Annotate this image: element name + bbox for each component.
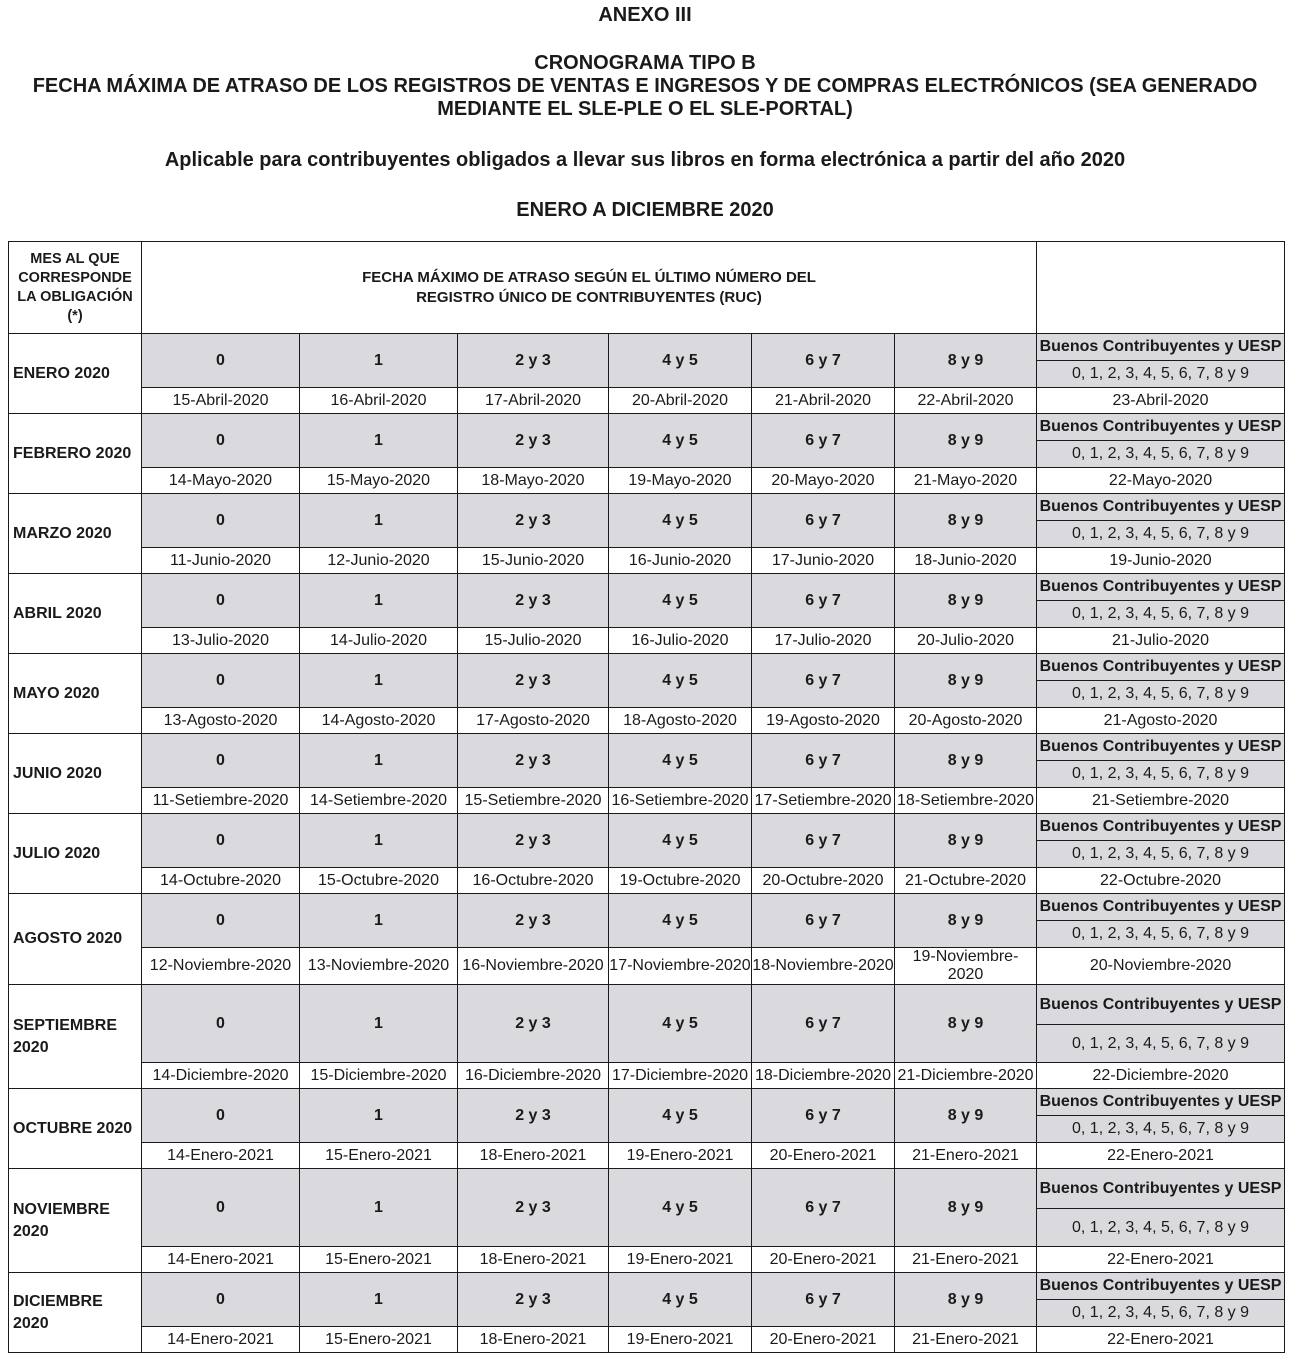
buenos-contribuyentes-title: Buenos Contribuyentes y UESP [1037, 894, 1285, 921]
ruc-digit-cell: 2 y 3 [458, 1169, 609, 1247]
due-date-cell: 14-Enero-2021 [142, 1247, 300, 1273]
ruc-digit-cell: 6 y 7 [752, 1273, 895, 1327]
ruc-digit-cell: 2 y 3 [458, 334, 609, 388]
schedule-table [8, 241, 1285, 1353]
due-date-cell: 20-Octubre-2020 [752, 868, 895, 894]
ruc-digit-cell: 8 y 9 [895, 1169, 1037, 1247]
due-date-cell: 15-Enero-2021 [300, 1247, 458, 1273]
month-label-line-1: JUNIO 2020 [13, 764, 102, 782]
due-date-cell: 16-Julio-2020 [609, 628, 752, 654]
due-date-cell: 17-Setiembre-2020 [752, 788, 895, 814]
annex-title: ANEXO III [598, 4, 692, 26]
ruc-digit-cell: 4 y 5 [609, 1273, 752, 1327]
table-row [9, 548, 1285, 574]
table-row [9, 1247, 1285, 1273]
due-date-cell: 19-Enero-2021 [609, 1143, 752, 1169]
month-label-line-1: MAYO 2020 [13, 684, 100, 702]
ruc-digit-cell: 2 y 3 [458, 1089, 609, 1143]
ruc-digit-cell: 8 y 9 [895, 734, 1037, 788]
header-month-line-1: MES AL QUE [30, 250, 120, 267]
header-date-line-2: REGISTRO ÚNICO DE CONTRIBUYENTES (RUC) [416, 288, 762, 306]
due-date-cell: 22-Enero-2021 [1037, 1247, 1285, 1273]
ruc-digit-cell: 4 y 5 [609, 734, 752, 788]
due-date-cell: 21-Agosto-2020 [1037, 708, 1285, 734]
ruc-digit-cell: 1 [300, 1169, 458, 1247]
table-row [9, 414, 1285, 441]
ruc-digit-cell: 4 y 5 [609, 1169, 752, 1247]
month-label-line-2: 2020 [13, 1222, 49, 1240]
buenos-contribuyentes-digits: 0, 1, 2, 3, 4, 5, 6, 7, 8 y 9 [1037, 921, 1285, 948]
buenos-contribuyentes-digits: 0, 1, 2, 3, 4, 5, 6, 7, 8 y 9 [1037, 1025, 1285, 1063]
ruc-digit-cell: 2 y 3 [458, 574, 609, 628]
buenos-contribuyentes-title: Buenos Contribuyentes y UESP [1037, 1169, 1285, 1209]
due-date-cell: 15-Junio-2020 [458, 548, 609, 574]
ruc-digit-cell: 6 y 7 [752, 1169, 895, 1247]
ruc-digit-cell: 0 [142, 1169, 300, 1247]
month-label-line-1: SEPTIEMBRE [13, 1016, 118, 1034]
ruc-digit-cell: 0 [142, 574, 300, 628]
buenos-contribuyentes-title: Buenos Contribuyentes y UESP [1037, 814, 1285, 841]
due-date-cell: 17-Noviembre-2020 [609, 948, 752, 985]
table-row [9, 1169, 1285, 1209]
due-date-cell: 19-Noviembre-2020 [895, 948, 1037, 985]
due-date-cell: 16-Abril-2020 [300, 388, 458, 414]
ruc-digit-cell: 8 y 9 [895, 414, 1037, 468]
buenos-contribuyentes-title: Buenos Contribuyentes y UESP [1037, 334, 1285, 361]
due-date-cell: 22-Octubre-2020 [1037, 868, 1285, 894]
ruc-digit-cell: 8 y 9 [895, 334, 1037, 388]
due-date-cell: 20-Abril-2020 [609, 388, 752, 414]
due-date-cell: 22-Diciembre-2020 [1037, 1063, 1285, 1089]
due-date-cell: 15-Octubre-2020 [300, 868, 458, 894]
ruc-digit-cell: 4 y 5 [609, 334, 752, 388]
due-date-cell: 19-Enero-2021 [609, 1247, 752, 1273]
header-month-line-2: CORRESPONDE [18, 269, 132, 286]
ruc-digit-cell: 0 [142, 414, 300, 468]
table-row [9, 1063, 1285, 1089]
due-date-cell: 20-Enero-2021 [752, 1327, 895, 1353]
due-date-cell: 21-Enero-2021 [895, 1327, 1037, 1353]
ruc-digit-cell: 2 y 3 [458, 734, 609, 788]
ruc-digit-cell: 1 [300, 734, 458, 788]
due-date-cell: 21-Mayo-2020 [895, 468, 1037, 494]
ruc-digit-cell: 6 y 7 [752, 574, 895, 628]
due-date-cell: 16-Diciembre-2020 [458, 1063, 609, 1089]
ruc-digit-cell: 6 y 7 [752, 1089, 895, 1143]
ruc-digit-cell: 2 y 3 [458, 414, 609, 468]
ruc-digit-cell: 2 y 3 [458, 814, 609, 868]
month-cell [9, 574, 142, 654]
due-date-cell: 19-Junio-2020 [1037, 548, 1285, 574]
ruc-digit-cell: 6 y 7 [752, 494, 895, 548]
buenos-contribuyentes-digits: 0, 1, 2, 3, 4, 5, 6, 7, 8 y 9 [1037, 521, 1285, 548]
buenos-contribuyentes-title: Buenos Contribuyentes y UESP [1037, 574, 1285, 601]
ruc-digit-cell: 0 [142, 985, 300, 1063]
ruc-digit-cell: 8 y 9 [895, 894, 1037, 948]
ruc-digit-cell: 2 y 3 [458, 985, 609, 1063]
month-label-line-1: FEBRERO 2020 [13, 444, 132, 462]
due-date-cell: 14-Diciembre-2020 [142, 1063, 300, 1089]
header-empty-cell [1037, 242, 1285, 334]
ruc-digit-cell: 0 [142, 494, 300, 548]
due-date-cell: 17-Junio-2020 [752, 548, 895, 574]
due-date-cell: 18-Enero-2021 [458, 1327, 609, 1353]
buenos-contribuyentes-digits: 0, 1, 2, 3, 4, 5, 6, 7, 8 y 9 [1037, 761, 1285, 788]
ruc-digit-cell: 2 y 3 [458, 654, 609, 708]
table-row [9, 654, 1285, 681]
due-date-cell: 22-Enero-2021 [1037, 1327, 1285, 1353]
applicability-note: Aplicable para contribuyentes obligados a llevar sus libros en forma electrónica a partir del año 2020 [164, 149, 1126, 171]
month-label-line-1: NOVIEMBRE [13, 1200, 110, 1218]
month-label-line-1: AGOSTO 2020 [13, 930, 123, 947]
due-date-cell: 15-Abril-2020 [142, 388, 300, 414]
ruc-digit-cell: 8 y 9 [895, 814, 1037, 868]
month-label-line-1: DICIEMBRE 2020 [13, 1292, 103, 1332]
ruc-digit-cell: 1 [300, 414, 458, 468]
due-date-cell: 15-Enero-2021 [300, 1143, 458, 1169]
ruc-digit-cell: 6 y 7 [752, 414, 895, 468]
ruc-digit-cell: 6 y 7 [752, 654, 895, 708]
month-label-line-1: MARZO 2020 [13, 524, 112, 542]
buenos-contribuyentes-digits: 0, 1, 2, 3, 4, 5, 6, 7, 8 y 9 [1037, 681, 1285, 708]
buenos-contribuyentes-digits: 0, 1, 2, 3, 4, 5, 6, 7, 8 y 9 [1037, 1300, 1285, 1327]
due-date-cell: 18-Noviembre-2020 [752, 948, 895, 985]
ruc-digit-cell: 0 [142, 894, 300, 948]
buenos-contribuyentes-title: Buenos Contribuyentes y UESP [1037, 1273, 1285, 1300]
month-label-line-2: 2020 [13, 1038, 49, 1056]
month-cell [9, 334, 142, 414]
ruc-digit-cell: 4 y 5 [609, 985, 752, 1063]
buenos-contribuyentes-digits: 0, 1, 2, 3, 4, 5, 6, 7, 8 y 9 [1037, 1116, 1285, 1143]
schedule-title-line-1: CRONOGRAMA TIPO B [534, 52, 756, 74]
due-date-cell: 14-Enero-2021 [142, 1143, 300, 1169]
header-month-column [9, 242, 142, 334]
ruc-digit-cell: 1 [300, 1089, 458, 1143]
ruc-digit-cell: 2 y 3 [458, 494, 609, 548]
due-date-cell: 16-Junio-2020 [609, 548, 752, 574]
ruc-digit-cell: 2 y 3 [458, 1273, 609, 1327]
due-date-cell: 20-Julio-2020 [895, 628, 1037, 654]
ruc-digit-cell: 1 [300, 894, 458, 948]
due-date-cell: 11-Junio-2020 [142, 548, 300, 574]
due-date-cell: 18-Agosto-2020 [609, 708, 752, 734]
schedule-body [9, 334, 1285, 1353]
due-date-cell: 12-Junio-2020 [300, 548, 458, 574]
month-cell [9, 1089, 142, 1169]
table-row [9, 868, 1285, 894]
table-row [9, 494, 1285, 521]
due-date-cell: 12-Noviembre-2020 [142, 948, 300, 985]
due-date-cell: 20-Enero-2021 [752, 1143, 895, 1169]
table-row [9, 814, 1285, 841]
due-date-cell: 20-Noviembre-2020 [1037, 948, 1285, 985]
buenos-contribuyentes-digits: 0, 1, 2, 3, 4, 5, 6, 7, 8 y 9 [1037, 1209, 1285, 1247]
ruc-digit-cell: 1 [300, 985, 458, 1063]
buenos-contribuyentes-title: Buenos Contribuyentes y UESP [1037, 654, 1285, 681]
table-row [9, 1273, 1285, 1300]
due-date-cell: 20-Enero-2021 [752, 1247, 895, 1273]
table-row [9, 574, 1285, 601]
table-row [9, 334, 1285, 361]
due-date-cell: 13-Agosto-2020 [142, 708, 300, 734]
due-date-cell: 21-Diciembre-2020 [895, 1063, 1037, 1089]
table-row [9, 985, 1285, 1025]
buenos-contribuyentes-digits: 0, 1, 2, 3, 4, 5, 6, 7, 8 y 9 [1037, 601, 1285, 628]
table-row [9, 894, 1285, 921]
header-date-line-1: FECHA MÁXIMO DE ATRASO SEGÚN EL ÚLTIMO NÚMERO DEL [362, 268, 816, 286]
ruc-digit-cell: 6 y 7 [752, 894, 895, 948]
month-cell [9, 734, 142, 814]
due-date-cell: 21-Enero-2021 [895, 1247, 1037, 1273]
ruc-digit-cell: 0 [142, 334, 300, 388]
table-row [9, 948, 1285, 985]
due-date-cell: 11-Setiembre-2020 [142, 788, 300, 814]
header-date-column [142, 242, 1037, 334]
ruc-digit-cell: 4 y 5 [609, 414, 752, 468]
buenos-contribuyentes-title: Buenos Contribuyentes y UESP [1037, 1089, 1285, 1116]
due-date-cell: 18-Enero-2021 [458, 1247, 609, 1273]
table-row [9, 388, 1285, 414]
due-date-cell: 20-Mayo-2020 [752, 468, 895, 494]
ruc-digit-cell: 1 [300, 494, 458, 548]
month-cell [9, 814, 142, 894]
due-date-cell: 16-Noviembre-2020 [458, 948, 609, 985]
buenos-contribuyentes-digits: 0, 1, 2, 3, 4, 5, 6, 7, 8 y 9 [1037, 361, 1285, 388]
ruc-digit-cell: 0 [142, 654, 300, 708]
ruc-digit-cell: 1 [300, 1273, 458, 1327]
due-date-cell: 21-Julio-2020 [1037, 628, 1285, 654]
due-date-cell: 14-Agosto-2020 [300, 708, 458, 734]
due-date-cell: 19-Mayo-2020 [609, 468, 752, 494]
due-date-cell: 15-Julio-2020 [458, 628, 609, 654]
header-month-line-4: (*) [67, 307, 83, 324]
ruc-digit-cell: 8 y 9 [895, 1273, 1037, 1327]
ruc-digit-cell: 6 y 7 [752, 334, 895, 388]
due-date-cell: 14-Octubre-2020 [142, 868, 300, 894]
ruc-digit-cell: 0 [142, 734, 300, 788]
month-label-line-1: OCTUBRE 2020 [13, 1119, 133, 1137]
buenos-contribuyentes-title: Buenos Contribuyentes y UESP [1037, 985, 1285, 1025]
ruc-digit-cell: 8 y 9 [895, 985, 1037, 1063]
month-cell [9, 894, 142, 985]
due-date-cell: 14-Julio-2020 [300, 628, 458, 654]
buenos-contribuyentes-title: Buenos Contribuyentes y UESP [1037, 734, 1285, 761]
ruc-digit-cell: 1 [300, 334, 458, 388]
month-cell [9, 1169, 142, 1273]
period-title: ENERO A DICIEMBRE 2020 [516, 199, 774, 221]
month-cell [9, 654, 142, 734]
header-month-line-3: LA OBLIGACIÓN [17, 288, 133, 305]
month-cell [9, 494, 142, 574]
buenos-contribuyentes-title: Buenos Contribuyentes y UESP [1037, 494, 1285, 521]
buenos-contribuyentes-digits: 0, 1, 2, 3, 4, 5, 6, 7, 8 y 9 [1037, 841, 1285, 868]
due-date-cell: 19-Enero-2021 [609, 1327, 752, 1353]
ruc-digit-cell: 4 y 5 [609, 894, 752, 948]
table-row [9, 628, 1285, 654]
ruc-digit-cell: 4 y 5 [609, 574, 752, 628]
due-date-cell: 17-Abril-2020 [458, 388, 609, 414]
schedule-title-line-3: MEDIANTE EL SLE-PLE O EL SLE-PORTAL) [437, 98, 853, 120]
schedule-title [0, 52, 1290, 121]
due-date-cell: 18-Enero-2021 [458, 1143, 609, 1169]
due-date-cell: 22-Enero-2021 [1037, 1143, 1285, 1169]
ruc-digit-cell: 8 y 9 [895, 494, 1037, 548]
due-date-cell: 18-Junio-2020 [895, 548, 1037, 574]
ruc-digit-cell: 6 y 7 [752, 985, 895, 1063]
ruc-digit-cell: 6 y 7 [752, 734, 895, 788]
ruc-digit-cell: 8 y 9 [895, 654, 1037, 708]
due-date-cell: 15-Setiembre-2020 [458, 788, 609, 814]
ruc-digit-cell: 6 y 7 [752, 814, 895, 868]
due-date-cell: 22-Abril-2020 [895, 388, 1037, 414]
month-label-line-1: ABRIL 2020 [13, 604, 102, 622]
month-cell [9, 985, 142, 1089]
ruc-digit-cell: 0 [142, 1273, 300, 1327]
due-date-cell: 15-Mayo-2020 [300, 468, 458, 494]
due-date-cell: 14-Setiembre-2020 [300, 788, 458, 814]
table-row [9, 1143, 1285, 1169]
buenos-contribuyentes-digits: 0, 1, 2, 3, 4, 5, 6, 7, 8 y 9 [1037, 441, 1285, 468]
due-date-cell: 21-Octubre-2020 [895, 868, 1037, 894]
ruc-digit-cell: 4 y 5 [609, 494, 752, 548]
due-date-cell: 17-Agosto-2020 [458, 708, 609, 734]
due-date-cell: 19-Agosto-2020 [752, 708, 895, 734]
buenos-contribuyentes-title: Buenos Contribuyentes y UESP [1037, 414, 1285, 441]
table-row [9, 1327, 1285, 1353]
due-date-cell: 13-Noviembre-2020 [300, 948, 458, 985]
due-date-cell: 20-Agosto-2020 [895, 708, 1037, 734]
ruc-digit-cell: 1 [300, 814, 458, 868]
table-row [9, 734, 1285, 761]
due-date-cell: 13-Julio-2020 [142, 628, 300, 654]
month-label-line-1: JULIO 2020 [13, 844, 101, 862]
ruc-digit-cell: 1 [300, 574, 458, 628]
ruc-digit-cell: 8 y 9 [895, 1089, 1037, 1143]
due-date-cell: 17-Julio-2020 [752, 628, 895, 654]
due-date-cell: 18-Diciembre-2020 [752, 1063, 895, 1089]
due-date-cell: 19-Octubre-2020 [609, 868, 752, 894]
ruc-digit-cell: 8 y 9 [895, 574, 1037, 628]
due-date-cell: 14-Enero-2021 [142, 1327, 300, 1353]
due-date-cell: 17-Diciembre-2020 [609, 1063, 752, 1089]
due-date-cell: 16-Octubre-2020 [458, 868, 609, 894]
month-cell [9, 414, 142, 494]
due-date-cell: 14-Mayo-2020 [142, 468, 300, 494]
due-date-cell: 18-Mayo-2020 [458, 468, 609, 494]
due-date-cell: 21-Abril-2020 [752, 388, 895, 414]
due-date-cell: 23-Abril-2020 [1037, 388, 1285, 414]
ruc-digit-cell: 4 y 5 [609, 1089, 752, 1143]
schedule-title-line-2: FECHA MÁXIMA DE ATRASO DE LOS REGISTROS DE VENTAS E INGRESOS Y DE COMPRAS ELECTRÓNICOS (SEA GENERADO [32, 75, 1258, 97]
due-date-cell: 18-Setiembre-2020 [895, 788, 1037, 814]
table-row [9, 1089, 1285, 1116]
ruc-digit-cell: 0 [142, 1089, 300, 1143]
ruc-digit-cell: 4 y 5 [609, 654, 752, 708]
ruc-digit-cell: 1 [300, 654, 458, 708]
ruc-digit-cell: 4 y 5 [609, 814, 752, 868]
table-row [9, 788, 1285, 814]
table-row [9, 468, 1285, 494]
due-date-cell: 21-Enero-2021 [895, 1143, 1037, 1169]
due-date-cell: 15-Enero-2021 [300, 1327, 458, 1353]
ruc-digit-cell: 0 [142, 814, 300, 868]
month-cell [9, 1273, 142, 1353]
due-date-cell: 15-Diciembre-2020 [300, 1063, 458, 1089]
table-row [9, 708, 1285, 734]
month-label-line-1: ENERO 2020 [13, 364, 110, 382]
due-date-cell: 16-Setiembre-2020 [609, 788, 752, 814]
due-date-cell: 21-Setiembre-2020 [1037, 788, 1285, 814]
due-date-cell: 22-Mayo-2020 [1037, 468, 1285, 494]
ruc-digit-cell: 2 y 3 [458, 894, 609, 948]
